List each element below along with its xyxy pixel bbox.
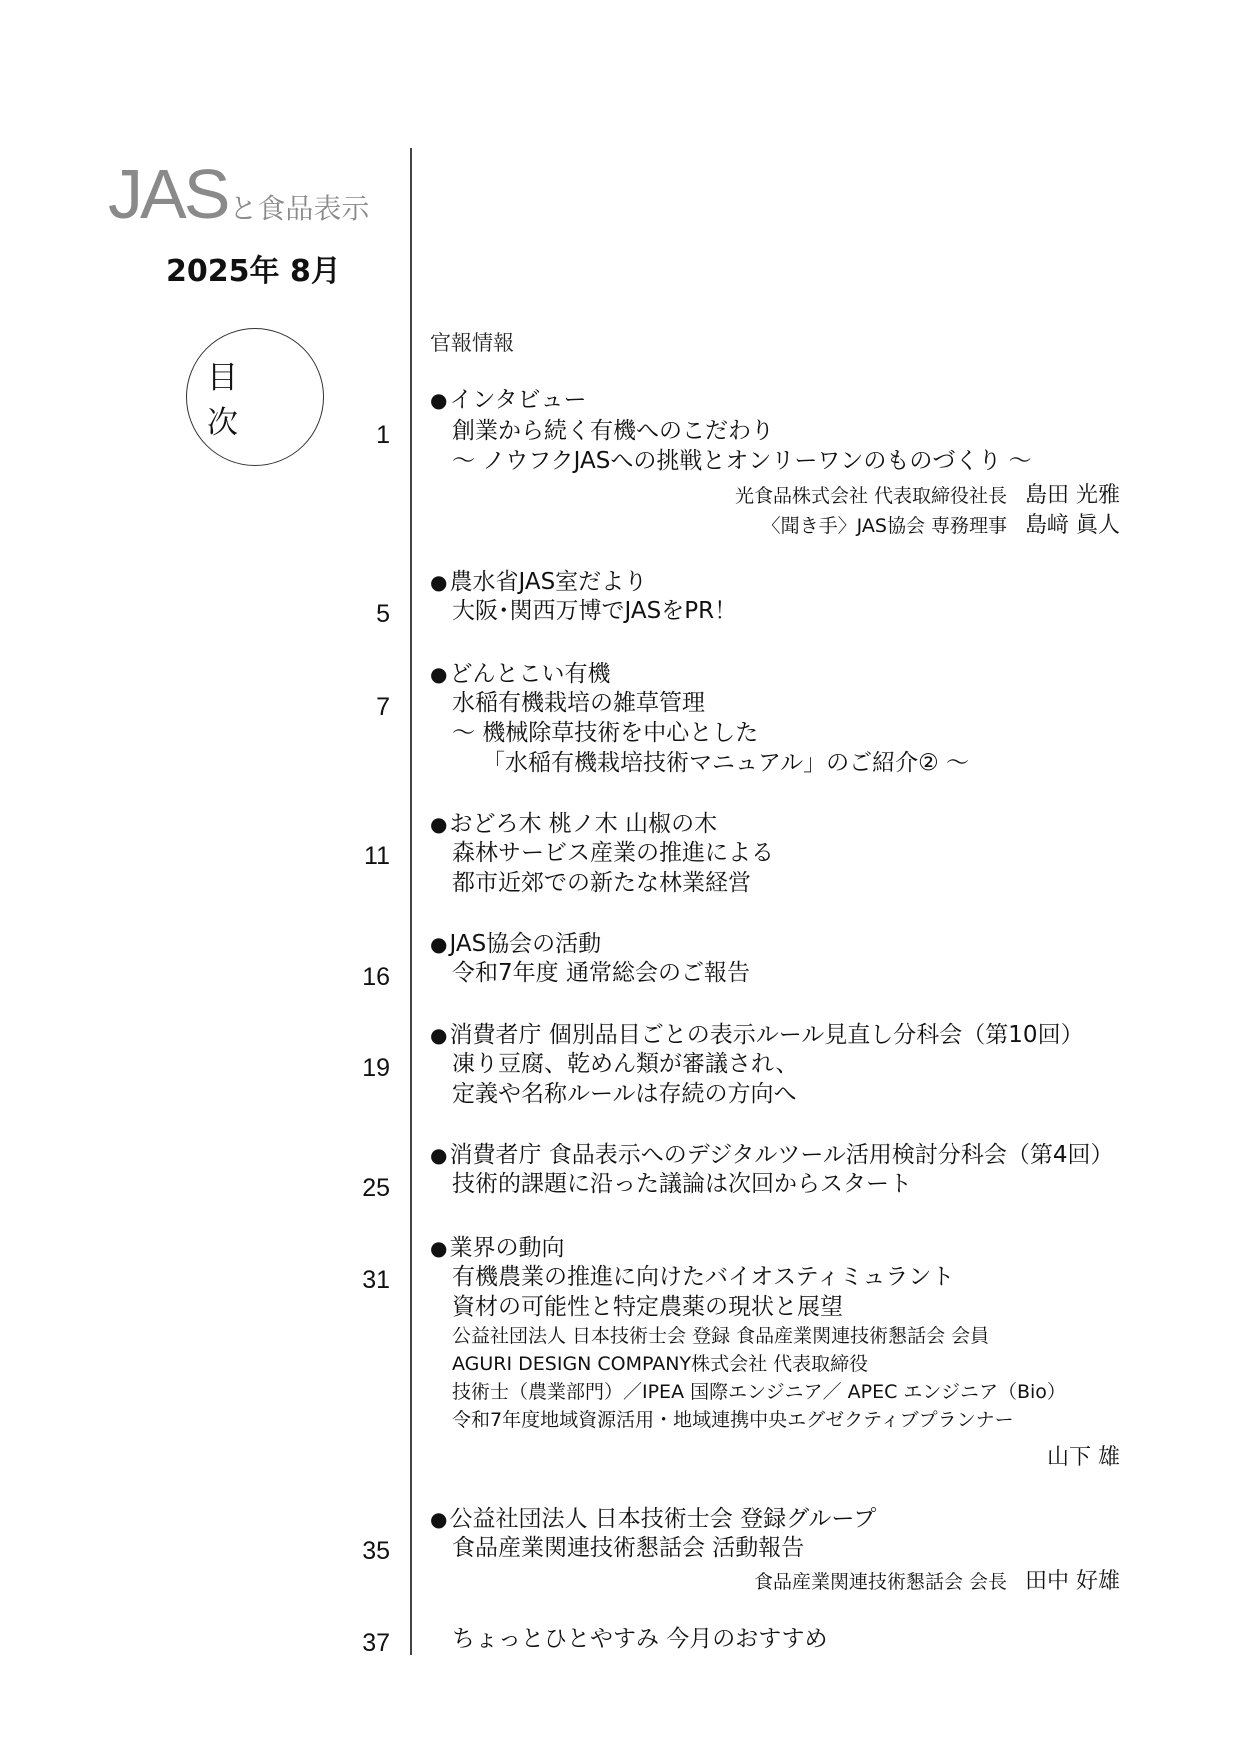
entry-category: ●業界の動向: [430, 1235, 565, 1261]
page-number: 35: [362, 1537, 390, 1565]
entry-title: 森林サービス産業の推進による 都市近郊での新たな林業経営: [452, 840, 774, 896]
entry-title: 凍り豆腐、乾めん類が審議され、 定義や名称ルールは存続の方向へ: [452, 1051, 799, 1107]
entry-title: 有機農業の推進に向けたバイオスティミュラント 資材の可能性と特定農薬の現状と展望 公益社団法人 日本技術士会 登録 食品産業関連技術懇話会 会員 AGURI DESIGN COMPANY株式会社 代表取締役 技術士（農業部門）／IPEA 国際エンジニア／ APEC エンジニア（Bio） 令和7年度地域資源活用・地域連携中央エグゼクティブプランナー: [452, 1264, 1066, 1431]
page-number: 11: [364, 842, 390, 870]
bullet-icon: ●: [430, 812, 448, 836]
bullet-icon: ●: [430, 1507, 448, 1531]
entry-title: ちょっとひとやすみ 今月のおすすめ: [452, 1626, 828, 1652]
page-number: 5: [376, 600, 390, 628]
toc-label: 目 次: [186, 328, 324, 466]
entry-category: ●公益社団法人 日本技術士会 登録グループ: [430, 1506, 877, 1532]
entry-category: ●農水省JAS室だより: [430, 569, 648, 595]
bullet-icon: ●: [430, 570, 448, 594]
bullet-icon: ●: [430, 1143, 448, 1167]
entry-category: ●JAS協会の活動: [430, 931, 602, 957]
bullet-icon: ●: [430, 662, 448, 686]
brand-main: JAS: [108, 155, 228, 233]
page-number: 37: [362, 1629, 390, 1657]
bullet-icon: ●: [430, 1023, 448, 1047]
page-number: 25: [362, 1174, 390, 1202]
entry-category: ●消費者庁 個別品目ごとの表示ルール見直し分科会（第10回）: [430, 1022, 1084, 1048]
entry-category: ●消費者庁 食品表示へのデジタルツール活用検討分科会（第4回）: [430, 1142, 1114, 1168]
entry-author: 山下 雄: [1047, 1445, 1120, 1470]
entry-category: ●おどろ木 桃ノ木 山椒の木: [430, 811, 718, 837]
entry-author: 食品産業関連技術懇話会 会長 田中 好雄: [753, 1569, 1120, 1594]
entry-title: 創業から続く有機へのこだわり ～ ノウフクJASへの挑戦とオンリーワンのものづくり ～: [452, 418, 1032, 474]
entry-title: 技術的課題に沿った議論は次回からスタート: [452, 1171, 912, 1197]
entry-title: 令和7年度 通常総会のご報告: [452, 960, 750, 986]
bullet-icon: ●: [430, 1236, 448, 1260]
page-number: 31: [362, 1266, 390, 1294]
entry-category: ●インタビュー: [430, 387, 587, 413]
entry-title: 食品産業関連技術懇話会 活動報告: [452, 1535, 805, 1561]
bullet-icon: ●: [430, 388, 448, 412]
entry-author: 〈聞き手〉JAS協会 専務理事 島﨑 眞人: [761, 513, 1120, 538]
bullet-icon: ●: [430, 932, 448, 956]
vertical-divider: [410, 148, 412, 1655]
issue-date: 2025年 8月: [166, 254, 341, 289]
entry-title: 大阪･関西万博でJASをPR！: [452, 598, 738, 624]
page-number: 16: [362, 963, 390, 991]
page-number: 1: [376, 421, 390, 449]
kanpo-info-link[interactable]: 官報情報: [430, 331, 514, 355]
entry-author: 光食品株式会社 代表取締役社長 島田 光雅: [734, 483, 1120, 508]
brand-sub: と食品表示: [229, 192, 370, 225]
entry-title: 水稲有機栽培の雑草管理 ～ 機械除草技術を中心とした 「水稲有機栽培技術マニュアル」のご紹介② ～: [452, 690, 970, 776]
page-number: 19: [362, 1054, 390, 1082]
magazine-brand: [108, 154, 369, 234]
entry-category: ●どんとこい有機: [430, 661, 611, 687]
page-number: 7: [376, 693, 390, 721]
